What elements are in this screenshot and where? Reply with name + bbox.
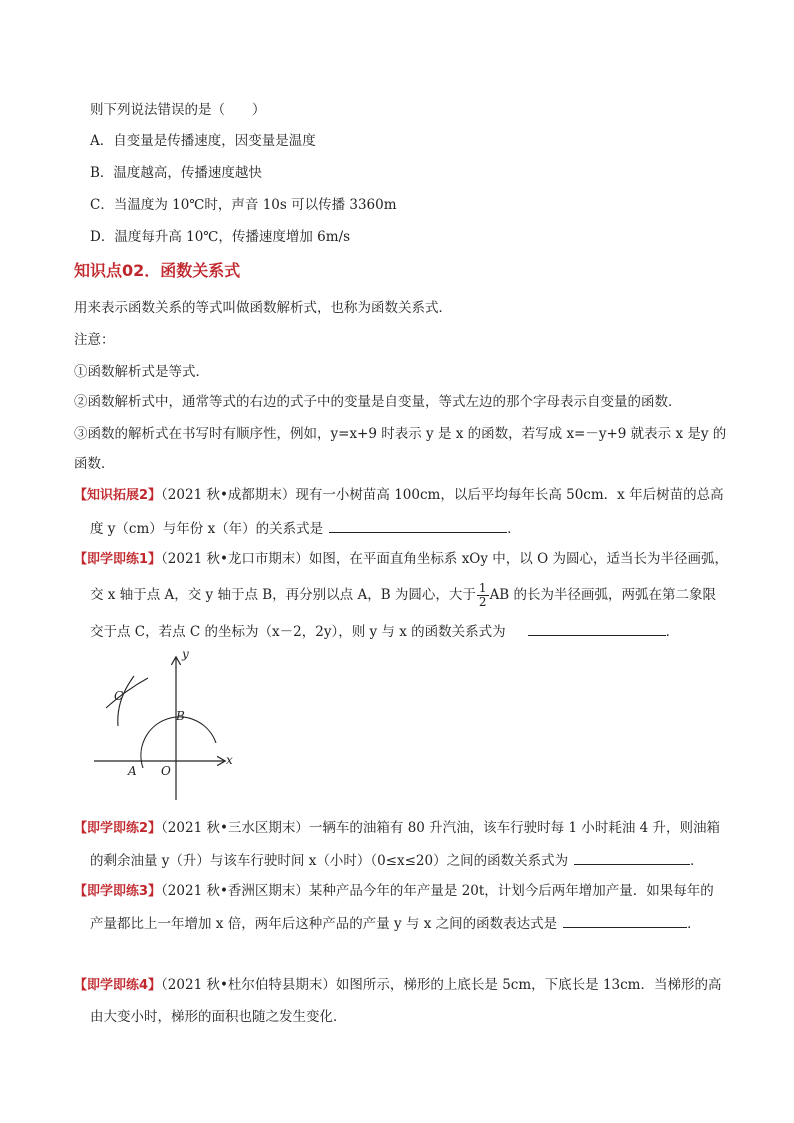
fraction-denominator: 2 [478,595,487,609]
problem-text: （2021 秋•三水区期末）一辆车的油箱有 80 升汽油，该车行驶时每 1 小时耗油 4 升，则油箱 [161,820,721,836]
problem-text: AB 的长为半径画弧，两弧在第二象限 [489,587,717,603]
problem-text: 的剩余油量 y（升）与该车行驶时间 x（小时）（0≤x≤20）之间的函数关系式为 [90,853,569,869]
option-b: B．温度越高，传播速度越快 [90,165,262,181]
problem-text: 度 y（cm）与年份 x（年）的关系式是 [90,521,324,537]
problem-practice-1 [74,549,728,570]
problem-text: 交 x 轴于点 A，交 y 轴于点 B，再分别以点 A，B 为圆心，大于 [90,587,476,603]
section-heading: 知识点02．函数关系式 [74,261,241,280]
problem-end: ． [690,853,704,869]
problem-line [90,913,701,934]
problem-end: ． [665,624,680,640]
x-axis-label: x [226,753,233,767]
problem-tag: 【知识拓展2】 [74,488,162,503]
problem-tag: 【即学即练3】 [74,884,162,899]
problem-tag: 【即学即练1】 [74,552,162,567]
point-b-label: B [176,709,185,723]
problem-line [90,581,716,609]
option-d: D．温度每升高 10℃，传播速度增加 6m/s [90,229,351,245]
problem-text: 产量都比上一年增加 x 倍，两年后这种产品的产量 y 与 x 之间的函数表达式是 [90,916,558,932]
option-c: C．当温度为 10℃时，声音 10s 可以传播 3360m [90,197,397,213]
problem-text: （2021 秋•成都期末）现有一小树苗高 100cm，以后平均每年长高 50cm．x 年后树苗的总高 [161,487,724,503]
fraction-half [477,582,489,609]
problem-practice-2 [74,818,720,839]
problem-line: 由大变小时，梯形的面积也随之发生变化． [90,1009,347,1025]
problem-line [90,621,679,642]
note-3: ③函数的解析式在书写时有顺序性，例如，y=x+9 时表示 y 是 x 的函数，若写成 x=－y+9 就表示 x 是y 的 [74,426,727,442]
problem-text: （2021 秋•杜尔伯特县期末）如图所示，梯形的上底长是 5cm，下底长是 13cm．当梯形的高 [161,977,722,993]
note-2: ②函数解析式中，通常等式的右边的式子中的变量是自变量，等式左边的那个字母表示自变量的函数． [74,394,682,410]
problem-end: ． [687,916,701,932]
problem-text: （2021 秋•香洲区期末）某种产品今年的年产量是 20t，计划今后两年增加产量．如果每年的 [161,883,714,899]
arc-from-b [106,678,148,708]
note-3-cont: 函数． [74,456,115,472]
problem-practice-3 [74,881,714,902]
problem-text: （2021 秋•龙口市期末）如图，在平面直角坐标系 xOy 中，以 O 为圆心，适当长为半径画弧， [161,551,728,567]
point-a-label: A [128,764,137,778]
problem-knowledge-ext-2 [74,485,724,506]
y-axis-label: y [182,648,189,661]
problem-tag: 【即学即练4】 [74,978,162,993]
option-a: A．自变量是传播速度，因变量是温度 [90,133,316,149]
problem-tag: 【即学即练2】 [74,821,162,836]
origin-label: O [161,764,171,778]
problem-end: ． [507,521,521,537]
point-c-label: C [114,689,124,703]
answer-blank[interactable] [329,518,507,533]
problem-text: 交于点 C，若点 C 的坐标为（x－2，2y），则 y 与 x 的函数关系式为 [90,624,506,640]
fraction-numerator: 1 [478,581,487,595]
problem-practice-4 [74,975,721,996]
note-label: 注意： [74,332,115,348]
problem-line [90,850,704,871]
question-stem: 则下列说法错误的是（ ） [90,102,266,118]
note-1: ①函数解析式是等式． [74,364,209,380]
answer-blank[interactable] [528,621,666,636]
problem-line [90,518,521,539]
arc-center-o [141,717,216,768]
section-intro: 用来表示函数关系的等式叫做函数解析式，也称为函数关系式． [74,300,452,316]
coordinate-figure [88,648,248,808]
answer-blank[interactable] [563,913,687,928]
answer-blank[interactable] [574,850,690,865]
